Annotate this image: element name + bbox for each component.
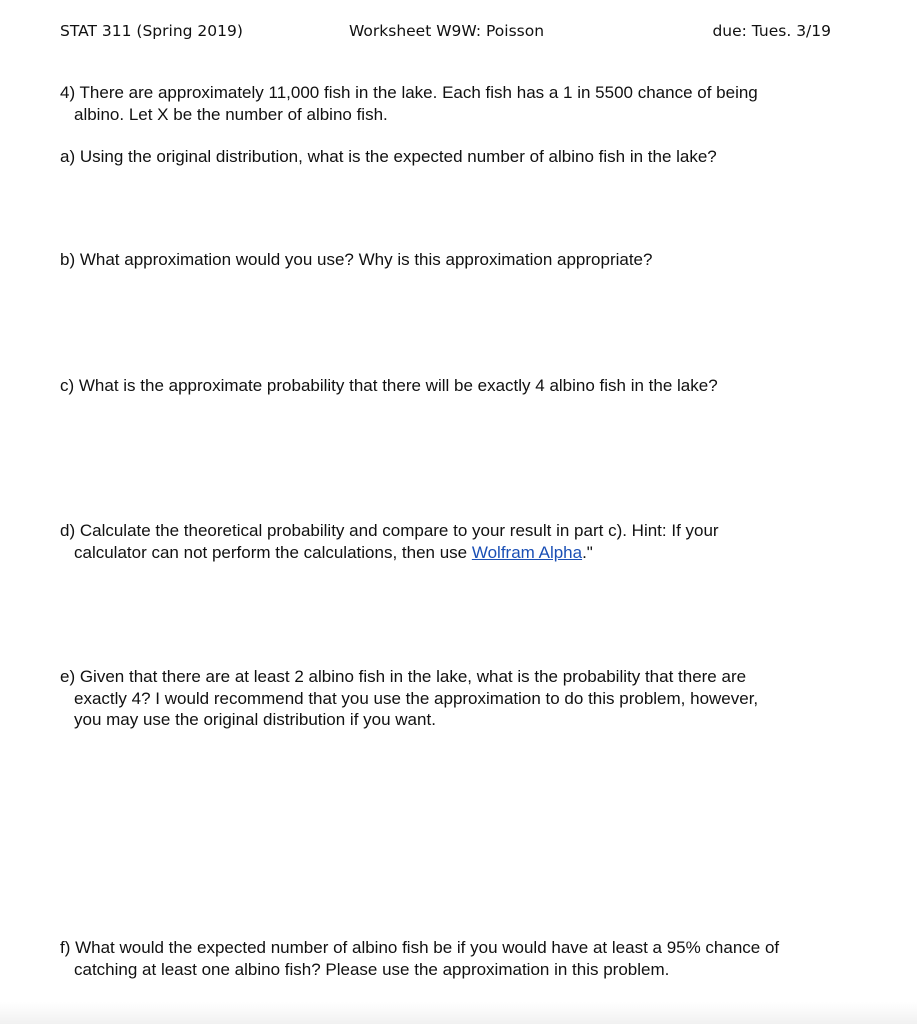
wolfram-alpha-link[interactable]: Wolfram Alpha: [471, 542, 583, 562]
problem-intro-line-1: 4) There are approximately 11,000 fish in the lake. Each fish has a 1 in 5500 chance of being: [60, 83, 758, 102]
part-a-text: a) Using the original distribution, what is the expected number of albino fish in the lake?: [60, 147, 717, 166]
problem-intro-line-2: albino. Let X be the number of albino fish.: [74, 104, 388, 124]
page-header: [60, 22, 831, 46]
part-d-line-1: d) Calculate the theoretical probability and compare to your result in part c). Hint: If your: [60, 521, 719, 540]
part-e-line-2: exactly 4? I would recommend that you use the approximation to do this problem, however,: [74, 688, 759, 708]
part-d-line-2: [60, 542, 835, 564]
worksheet-title: Worksheet W9W: Poisson: [349, 22, 545, 40]
part-a-question: [60, 146, 835, 168]
due-date: due: Tues. 3/19: [712, 22, 831, 40]
part-f-question: [60, 937, 835, 980]
part-e-line-1: e) Given that there are at least 2 albino fish in the lake, what is the probability that there are: [60, 667, 747, 686]
problem-intro: [60, 82, 835, 125]
part-b-text: b) What approximation would you use? Why is this approximation appropriate?: [60, 250, 653, 269]
part-f-line-1: f) What would the expected number of albino fish be if you would have at least a 95% chance of: [60, 938, 780, 957]
part-f-line-2: catching at least one albino fish? Please use the approximation in this problem.: [74, 959, 670, 979]
part-c-question: [60, 375, 835, 397]
part-d-line-2-prefix: calculator can not perform the calculations, then use: [74, 542, 472, 562]
part-e-question: [60, 666, 835, 731]
part-c-text: c) What is the approximate probability that there will be exactly 4 albino fish in the lake?: [60, 376, 718, 395]
page-bottom-shadow: [0, 1002, 917, 1024]
part-d-line-2-suffix: .": [582, 542, 593, 562]
part-d-question: [60, 520, 835, 563]
part-b-question: [60, 249, 835, 271]
course-title: STAT 311 (Spring 2019): [60, 22, 243, 40]
part-e-line-3: you may use the original distribution if you want.: [74, 710, 436, 729]
